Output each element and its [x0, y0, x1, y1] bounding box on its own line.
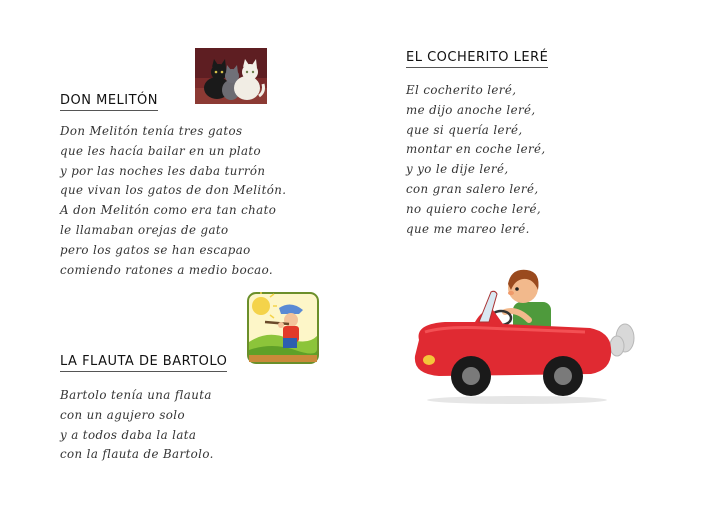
- verse-line: Bartolo tenía una flauta: [60, 388, 212, 402]
- poem-title: EL COCHERITO LERÉ: [406, 50, 548, 68]
- poem-verses: [60, 386, 214, 465]
- verse-line: A don Melitón como era tan chato: [60, 203, 277, 218]
- poem-cocherito-lere: [406, 50, 548, 68]
- verse-line: comiendo ratones a medio bocao.: [60, 262, 274, 277]
- poem-verses: [60, 122, 286, 280]
- poem-flauta-bartolo: [60, 354, 227, 372]
- verse-line: Don Melitón tenía tres gatos: [60, 124, 243, 138]
- verse-line: con la flauta de Bartolo.: [60, 447, 214, 462]
- poem-don-meliton: [60, 93, 158, 111]
- flute-boy-illustration: [247, 292, 319, 364]
- verse-line: y yo le dije leré,: [406, 162, 509, 177]
- verse-line: que si quería leré,: [406, 122, 523, 137]
- verse-line: que vivan los gatos de don Melitón.: [60, 183, 287, 198]
- verse-line: que me mareo leré.: [406, 221, 530, 236]
- poem-title: DON MELITÓN: [60, 93, 158, 111]
- poem-title: LA FLAUTA DE BARTOLO: [60, 354, 227, 372]
- verse-line: montar en coche leré,: [406, 142, 546, 157]
- verse-line: le llamaban orejas de gato: [60, 222, 229, 237]
- poem-verses: [406, 81, 546, 239]
- verse-line: y a todos daba la lata: [60, 427, 197, 442]
- verse-line: con un agujero solo: [60, 407, 185, 422]
- verse-line: me dijo anoche leré,: [406, 102, 536, 117]
- verse-line: y por las noches les daba turrón: [60, 163, 266, 178]
- verse-line: con gran salero leré,: [406, 181, 539, 196]
- verse-line: pero los gatos se han escapao: [60, 242, 251, 257]
- cats-illustration: [195, 48, 267, 104]
- verse-line: no quiero coche leré,: [406, 201, 542, 216]
- verse-line: que les hacía bailar en un plato: [60, 143, 262, 158]
- verse-line: El cocherito leré,: [406, 83, 517, 97]
- red-car-illustration: [405, 262, 640, 412]
